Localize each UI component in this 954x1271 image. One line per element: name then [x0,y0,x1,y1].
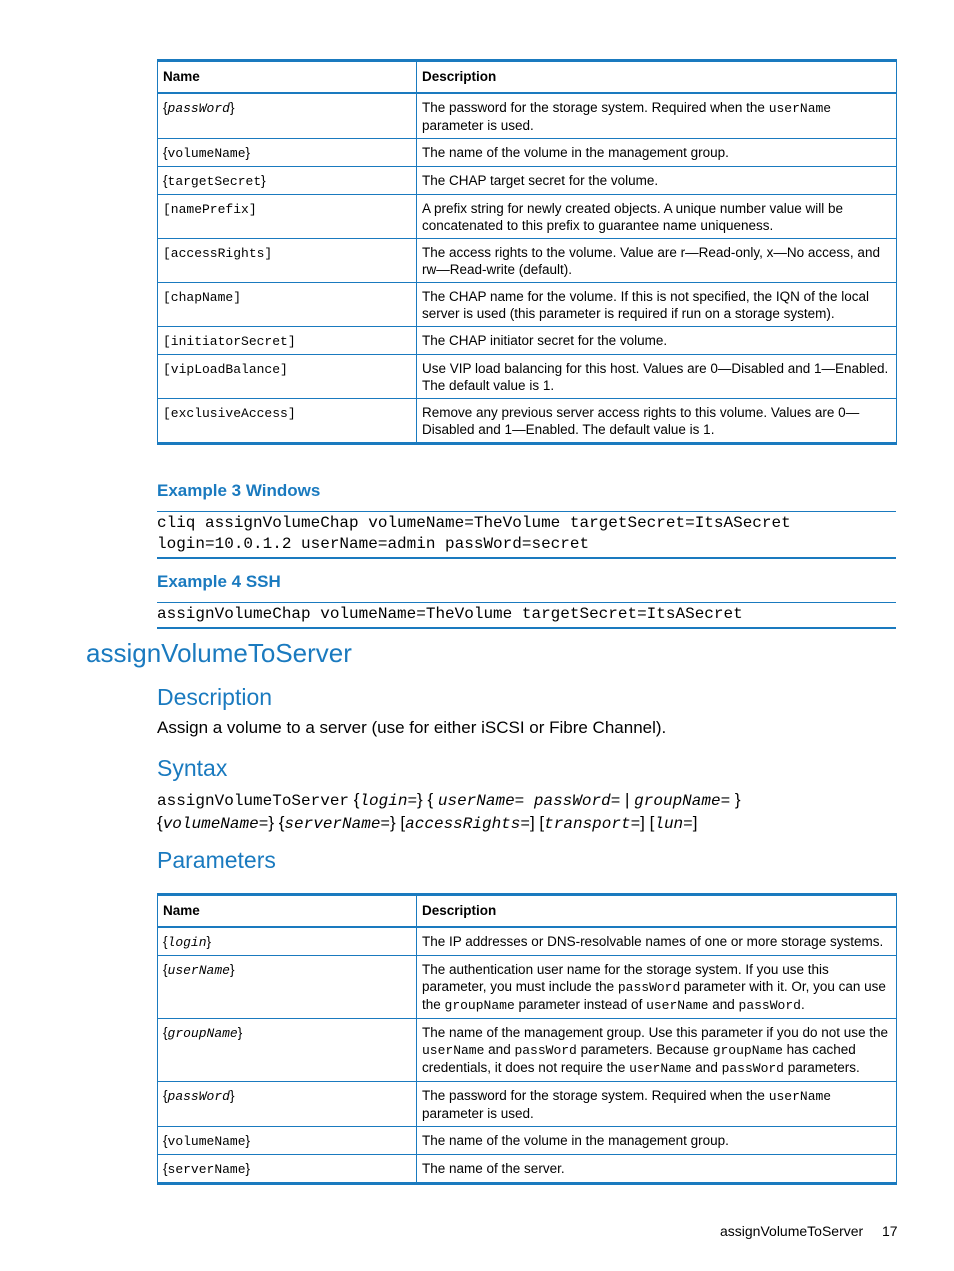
syntax-parameter: volumeName= [162,815,269,833]
inline-code: groupName [712,1043,783,1058]
brace-close: } [245,1161,251,1176]
description-text: parameter is used. [422,118,534,133]
description-text: The CHAP initiator secret for the volume. [422,333,668,348]
syntax-parameter: userName= passWord= [437,792,621,810]
brace-close: } [237,1025,243,1040]
param-name: [namePrefix] [163,202,257,217]
table-row [158,1155,897,1184]
param-name: serverName [167,1162,246,1177]
brace-close: } [229,1088,235,1103]
param-name-cell [158,139,417,167]
table-row [158,1019,897,1082]
syntax-punctuation: } [730,790,741,809]
param-name-cell [158,1019,417,1082]
column-header-name: Name [158,895,417,928]
param-name-cell [158,355,417,399]
description-text: and [691,1060,722,1075]
param-description-cell [417,327,897,355]
param-name: targetSecret [167,174,262,189]
description-text: and [484,1042,515,1057]
brace-close: } [245,145,251,160]
syntax-block [157,789,741,835]
brace-open: { [163,173,168,188]
description-text: Use VIP load balancing for this host. Values are 0—Disabled and 1—Enabled. The default value is 1. [422,361,889,393]
example-4-code: assignVolumeChap volumeName=TheVolume targetSecret=ItsASecret [157,602,896,629]
description-text: parameters. Because [576,1042,713,1057]
param-name: [vipLoadBalance] [163,362,288,377]
section-title: assignVolumeToServer [86,638,352,668]
param-name: [exclusiveAccess] [163,406,296,421]
table-row [158,167,897,195]
table-row [158,239,897,283]
syntax-punctuation: } { [268,813,285,832]
description-text: parameter is used. [422,1106,534,1121]
param-description-cell [417,283,897,327]
column-header-name: Name [158,61,417,94]
inline-code: userName [768,101,832,116]
param-name: passWord [167,1089,230,1104]
parameters-heading: Parameters [157,847,276,873]
table-row [158,195,897,239]
param-name-cell [158,283,417,327]
param-description-cell [417,1127,897,1155]
syntax-punctuation: } { [417,790,438,809]
description-text: The CHAP name for the volume. If this is not specified, the IQN of the local server is used (this parameter is required if run on a storage system). [422,289,869,321]
table-header-row [158,61,897,94]
brace-open: { [163,1161,168,1176]
inline-code: userName [646,998,709,1013]
description-text: The password for the storage system. Required when the [422,1088,769,1103]
inline-code: passWord [721,1061,784,1076]
param-name: login [167,935,207,950]
description-text: The name of the management group. Use this parameter if you do not use the [422,1025,889,1040]
param-name-cell [158,1155,417,1184]
param-name-cell [158,1082,417,1127]
param-description-cell [417,139,897,167]
syntax-parameter: accessRights= [405,815,530,833]
description-text: Assign a volume to a server (use for either iSCSI or Fibre Channel). [157,718,667,737]
table-row [158,283,897,327]
param-name: userName [167,963,230,978]
param-description-cell [417,956,897,1019]
description-text: parameter with it. Or, you can use the [422,979,886,1012]
param-description-cell [417,93,897,139]
brace-close: } [245,1133,251,1148]
description-text: has cached credentials, it does not require the [422,1042,856,1075]
param-description-cell [417,355,897,399]
table-row [158,1127,897,1155]
inline-code: passWord [514,1043,577,1058]
param-name: [initiatorSecret] [163,334,296,349]
syntax-parameter: transport= [544,815,641,833]
param-description-cell [417,927,897,956]
example-4-title: Example 4 SSH [157,572,281,591]
param-name-cell [158,1127,417,1155]
table-row [158,93,897,139]
param-description-cell [417,195,897,239]
brace-open: { [163,1088,168,1103]
table-row [158,355,897,399]
footer-section-name: assignVolumeToServer [720,1223,864,1239]
syntax-punctuation: { [349,790,360,809]
description-text: parameter instead of [514,997,647,1012]
inline-code: userName [629,1061,692,1076]
table-row [158,956,897,1019]
param-name: groupName [167,1026,238,1041]
table-row [158,927,897,956]
description-text: The access rights to the volume. Value are r—Read-only, x—No access, and rw—Read-write (default). [422,245,880,277]
param-description-cell [417,1019,897,1082]
description-text: The CHAP target secret for the volume. [422,173,659,188]
param-description-cell [417,1082,897,1127]
syntax-punctuation: { [157,813,163,832]
brace-open: { [163,934,168,949]
param-name-cell [158,399,417,444]
syntax-line-2 [157,812,741,835]
param-description-cell [417,399,897,444]
description-text: A prefix string for newly created objects. A unique number value will be concatenated to this prefix to guarantee name uniqueness. [422,201,843,233]
description-text: The password for the storage system. Required when the [422,100,769,115]
table-row [158,139,897,167]
description-heading: Description [157,684,273,710]
syntax-line-1 [157,789,741,812]
inline-code: userName [422,1043,485,1058]
brace-open: { [163,145,168,160]
parameters-table-chap [157,59,897,445]
param-name-cell [158,327,417,355]
table-row [158,327,897,355]
syntax-parameter: serverName= [284,815,391,833]
param-name: [chapName] [163,290,242,305]
brace-close: } [261,173,266,188]
param-description-cell [417,167,897,195]
syntax-heading: Syntax [157,755,228,781]
column-header-description: Description [417,895,897,928]
syntax-punctuation: ] [ [529,813,545,832]
param-name: volumeName [167,1134,246,1149]
column-header-description: Description [417,61,897,94]
brace-open: { [163,100,168,115]
syntax-parameter: login= [359,792,418,810]
example-3-title: Example 3 Windows [157,481,321,500]
param-name-cell [158,927,417,956]
syntax-punctuation: | [620,790,635,809]
footer-page-number: 17 [882,1223,898,1239]
description-text: Remove any previous server access rights to this volume. Values are 0—Disabled and 1—Enabled. The default value is 1. [422,405,860,437]
description-text: parameters. [784,1060,860,1075]
syntax-parameter: lun= [654,815,693,833]
param-name: passWord [167,101,230,116]
table-row [158,1082,897,1127]
brace-open: { [163,962,168,977]
inline-code: userName [768,1089,832,1104]
param-description-cell [417,1155,897,1184]
table-header-row [158,895,897,928]
syntax-punctuation: ] [ [640,813,655,832]
brace-open: { [163,1025,168,1040]
description-text: and [708,997,739,1012]
param-name: [accessRights] [163,246,273,261]
inline-code: passWord [738,998,801,1013]
description-text: The name of the server. [422,1161,565,1176]
parameters-table-assign [157,893,897,1185]
syntax-command: assignVolumeToServer [157,792,350,810]
param-name-cell [158,195,417,239]
syntax-punctuation: ] [692,813,698,832]
description-text: The authentication user name for the storage system. If you use this parameter, you must include the [422,962,829,994]
brace-open: { [163,1133,168,1148]
example-3-code: cliq assignVolumeChap volumeName=TheVolume targetSecret=ItsASecret login=10.0.1.2 userName=admin passWord=secret [157,511,896,559]
brace-close: } [229,962,235,977]
description-text: The name of the volume in the management group. [422,1133,729,1148]
param-name: volumeName [167,146,246,161]
param-name-cell [158,167,417,195]
param-description-cell [417,239,897,283]
inline-code: passWord [617,980,681,995]
description-text: The name of the volume in the management group. [422,145,729,160]
param-name-cell [158,239,417,283]
brace-close: } [229,100,235,115]
inline-code: groupName [444,998,515,1013]
description-text: . [800,997,805,1012]
param-name-cell [158,956,417,1019]
syntax-punctuation: } [ [390,813,406,832]
description-text: The IP addresses or DNS-resolvable names of one or more storage systems. [422,934,884,949]
param-name-cell [158,93,417,139]
table-row [158,399,897,444]
brace-close: } [206,934,212,949]
syntax-parameter: groupName= [634,792,731,810]
